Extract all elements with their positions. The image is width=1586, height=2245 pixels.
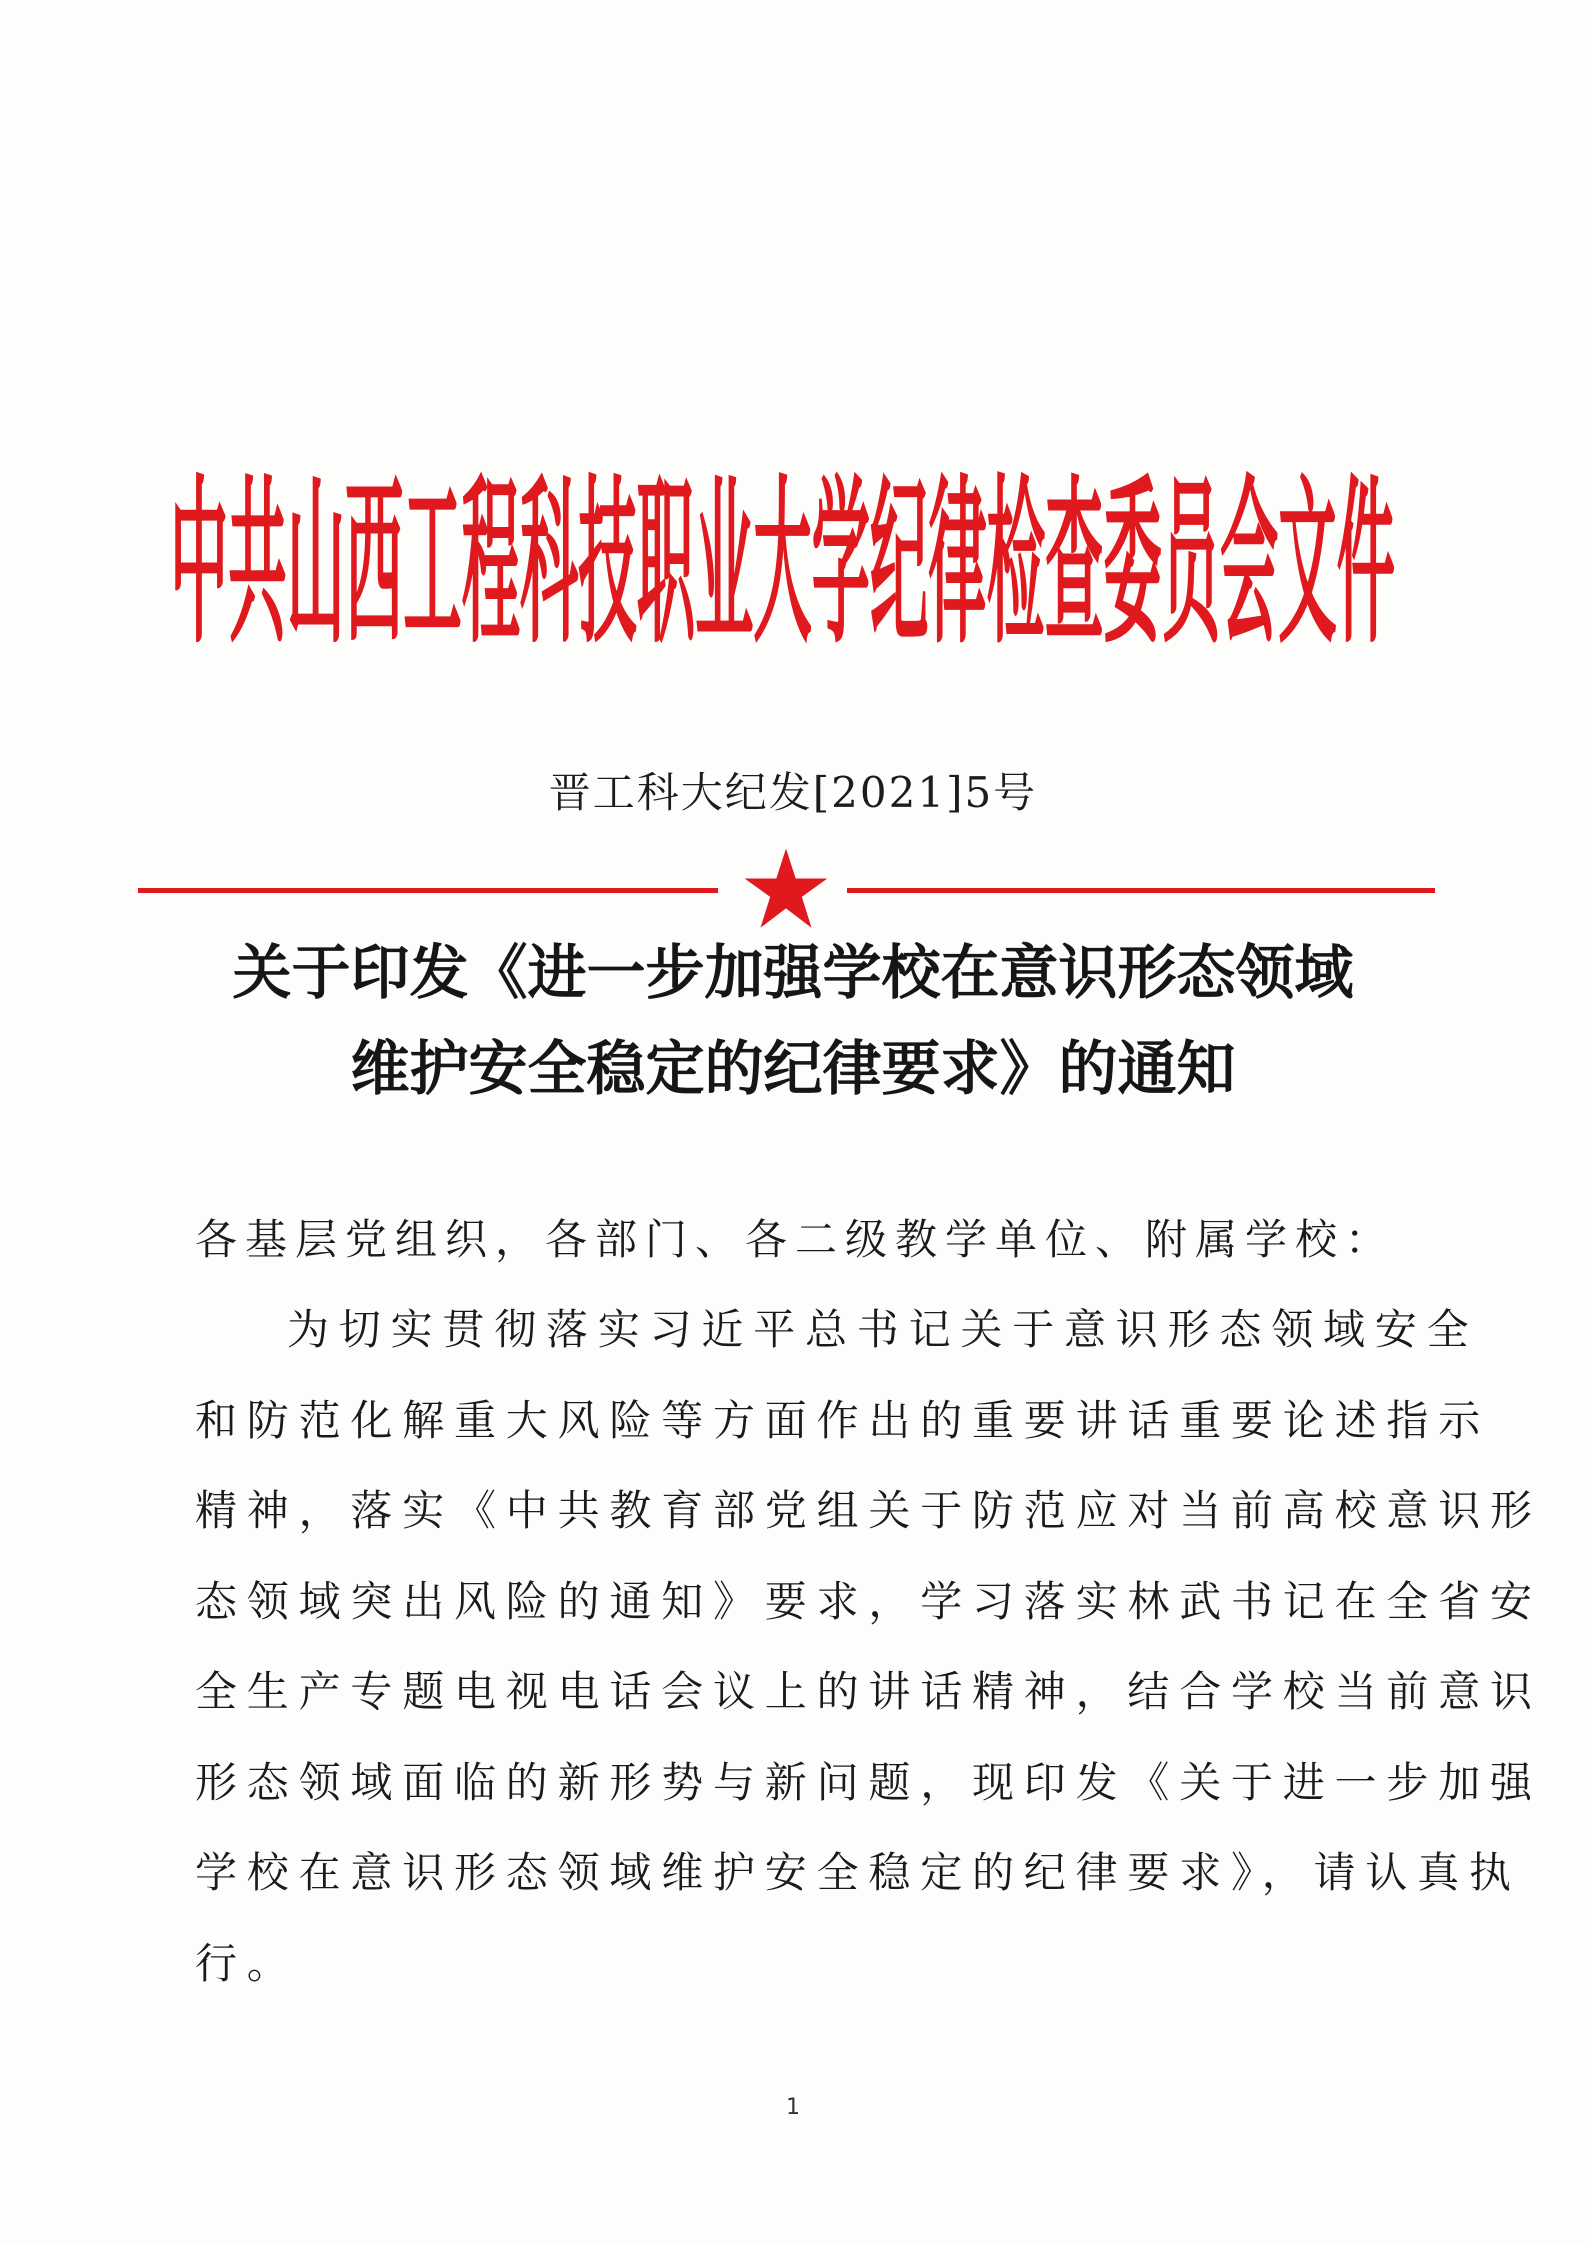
paragraph-line: 行。	[195, 1938, 299, 1988]
separator-rule-right	[847, 888, 1435, 893]
notice-body	[195, 1195, 1542, 2009]
page-number: 1	[786, 2095, 800, 2120]
salutation: 各基层党组织，各部门、各二级教学单位、附属学校：	[195, 1215, 1396, 1264]
paragraph-line: 全生产专题电视电话会议上的讲话精神，结合学校当前意识	[195, 1667, 1542, 1716]
document-header-title-text: 中共山西工程科技职业大学纪律检查委员会文件	[170, 459, 1395, 650]
document-header-title	[170, 440, 1400, 650]
paragraph-line: 精神，落实《中共教育部党组关于防范应对当前高校意识形	[195, 1486, 1542, 1535]
paragraph-line: 为切实贯彻落实习近平总书记关于意识形态领域安全	[287, 1305, 1479, 1354]
body-paragraph	[195, 1285, 1542, 2009]
paragraph-line: 态领域突出风险的通知》要求，学习落实林武书记在全省安	[195, 1576, 1542, 1626]
document-number: 晋工科大纪发[2021]5号	[548, 768, 1038, 817]
paragraph-line: 和防范化解重大风险等方面作出的重要讲话重要论述指示	[195, 1395, 1491, 1445]
separator-rule-left	[138, 888, 718, 893]
notice-title-line-2: 维护安全稳定的纪律要求》的通知	[350, 1034, 1236, 1103]
star-icon	[742, 845, 830, 933]
paragraph-line: 形态领域面临的新形势与新问题，现印发《关于进一步加强	[195, 1757, 1542, 1807]
red-separator	[130, 845, 1435, 935]
notice-title-line-1: 关于印发《进一步加强学校在意识形态领域	[232, 938, 1354, 1007]
notice-title	[120, 925, 1466, 1117]
paragraph-line: 学校在意识形态领域维护安全稳定的纪律要求》，请认真执	[195, 1848, 1521, 1897]
